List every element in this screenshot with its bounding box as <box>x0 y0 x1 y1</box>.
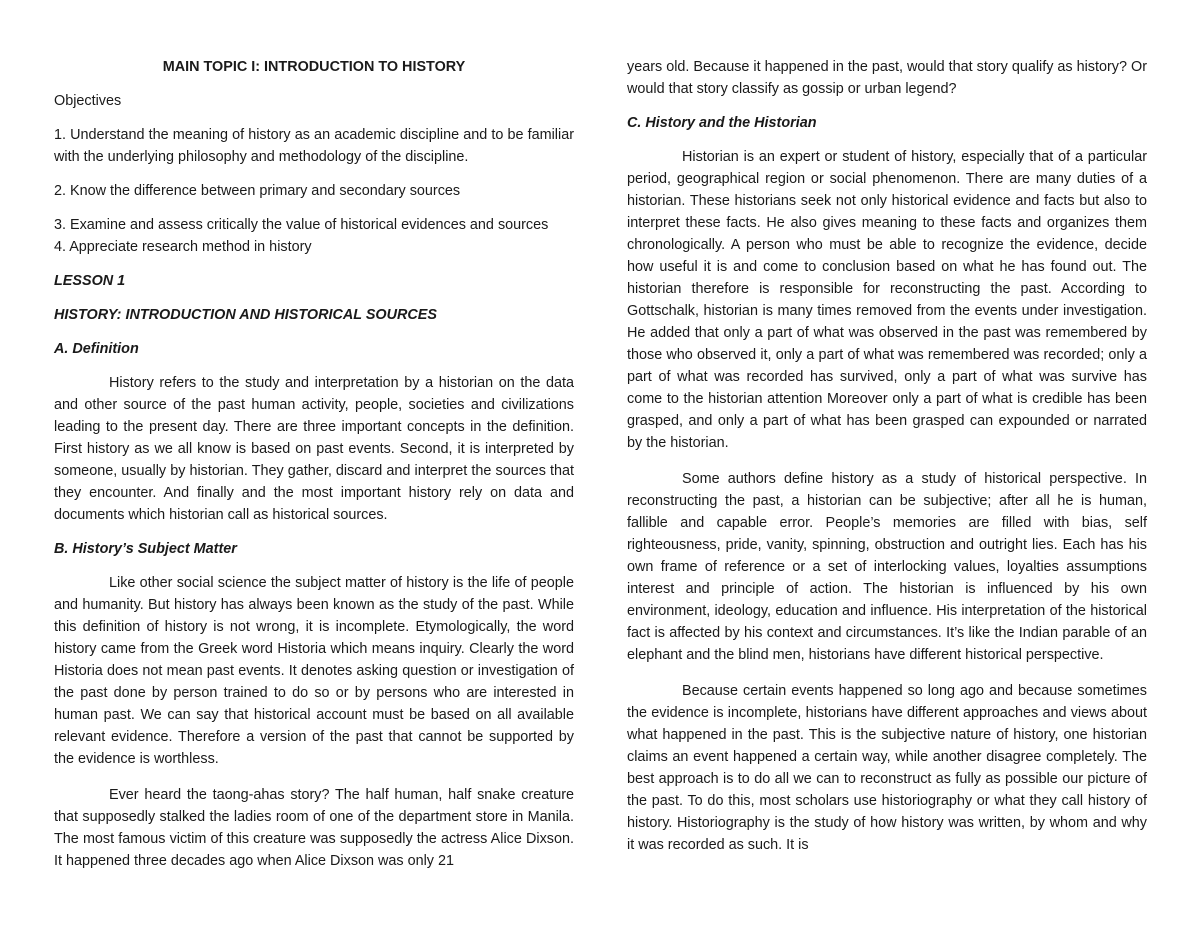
lesson-label: LESSON 1 <box>54 273 126 289</box>
lesson-title: HISTORY: INTRODUCTION AND HISTORICAL SOURCES <box>54 307 437 323</box>
left-column <box>54 56 574 872</box>
objective-1: 1. Understand the meaning of history as an academic discipline and to be familiar with the underlying philosophy and methodology of the discipline. <box>54 127 574 165</box>
section-a-heading: A. Definition <box>54 341 139 357</box>
main-topic-title: MAIN TOPIC I: INTRODUCTION TO HISTORY <box>162 59 466 75</box>
section-b-heading: B. History’s Subject Matter <box>54 541 237 557</box>
objective-4: 4. Appreciate research method in history <box>54 239 312 255</box>
objectives-label: Objectives <box>54 93 122 109</box>
right-column <box>627 56 1147 856</box>
definition-paragraph: History refers to the study and interpretation by a historian on the data and other source of the past human activity, people, societies and civilizations leading to the present day. There are three important concepts in the definition. First history as we all know is based on past events. Second, it is interpreted by someone, usually by historian. They gather, discard and interpret the sources that they encounter. And finally and the most important history rely on data and documents which historian call as historical sources. <box>54 375 574 523</box>
continued-paragraph: years old. Because it happened in the past, would that story qualify as history? Or would that story classify as gossip or urban legend? <box>627 59 1147 97</box>
historian-paragraph: Historian is an expert or student of history, especially that of a particular period, geographical region or social phenomenon. There are many duties of a historian. These historians seek not only historical evidence and facts but also to interpret these facts. He also gives meaning to these facts and organizes them chronologically. A person who must be able to recognize the evidence, decide how useful it is and come to conclusion based on what he has found out. The historian therefore is responsible for reconstructing the past. According to Gottschalk, historian is many times removed from the events under investigation. He added that only a part of what was observed in the past was remembered by those who observed it, only a part of what was remembered was recorded; only a part of what was recorded has survived, only a part of what was survive has come to the historian attention Moreover only a part of what is credible has been grasped, and only a part of what has been grasped can expounded or narrated by the historian. <box>627 149 1147 451</box>
taong-ahas-paragraph: Ever heard the taong-ahas story? The half human, half snake creature that supposedly stalked the ladies room of one of the department store in Manila. The most famous victim of this creature was supposedly the actress Alice Dixson. It happened three decades ago when Alice Dixson was only 21 <box>54 787 574 869</box>
perspective-paragraph: Some authors define history as a study of historical perspective. In reconstructing the past, a historian can be subjective; after all he is human, fallible and capable error. People’s memories are filled with bias, self righteousness, pride, vanity, spinning, obstruction and outright lies. Each has his own frame of reference or a set of interlocking values, loyalties assumptions interest and principle of action. The historian is influenced by his own environment, ideology, education and influence. His interpretation of the historical fact is affected by his context and circumstances. It’s like the Indian parable of an elephant and the blind men, historians have different historical perspective. <box>627 471 1147 663</box>
section-c-heading: C. History and the Historian <box>627 115 817 131</box>
objective-3: 3. Examine and assess critically the value of historical evidences and sources <box>54 217 549 233</box>
objective-2: 2. Know the difference between primary and secondary sources <box>54 183 461 199</box>
subjectivity-paragraph: Because certain events happened so long ago and because sometimes the evidence is incomplete, historians have different approaches and views about what happened in the past. This is the subjective nature of history, one historian claims an event happened a certain way, while another disagree completely. The best approach is to do all we can to reconstruct as fully as possible our picture of the past. To do this, most scholars use historiography or what they call history of history. Historiography is the study of how history was written, by whom and why it was recorded as such. It is <box>627 683 1147 853</box>
subject-matter-paragraph: Like other social science the subject matter of history is the life of people and humanity. But history has always been known as the study of the past. While this definition of history is not wrong, it is incomplete. Etymologically, the word history came from the Greek word Historia which means inquiry. Clearly the word Historia does not mean past events. It denotes asking question or investigation of the past done by person trained to do so or by persons who are interested in human past. We can say that historical account must be based on all available relevant evidence. Therefore a version of the past that cannot be supported by the evidence is worthless. <box>54 575 574 767</box>
